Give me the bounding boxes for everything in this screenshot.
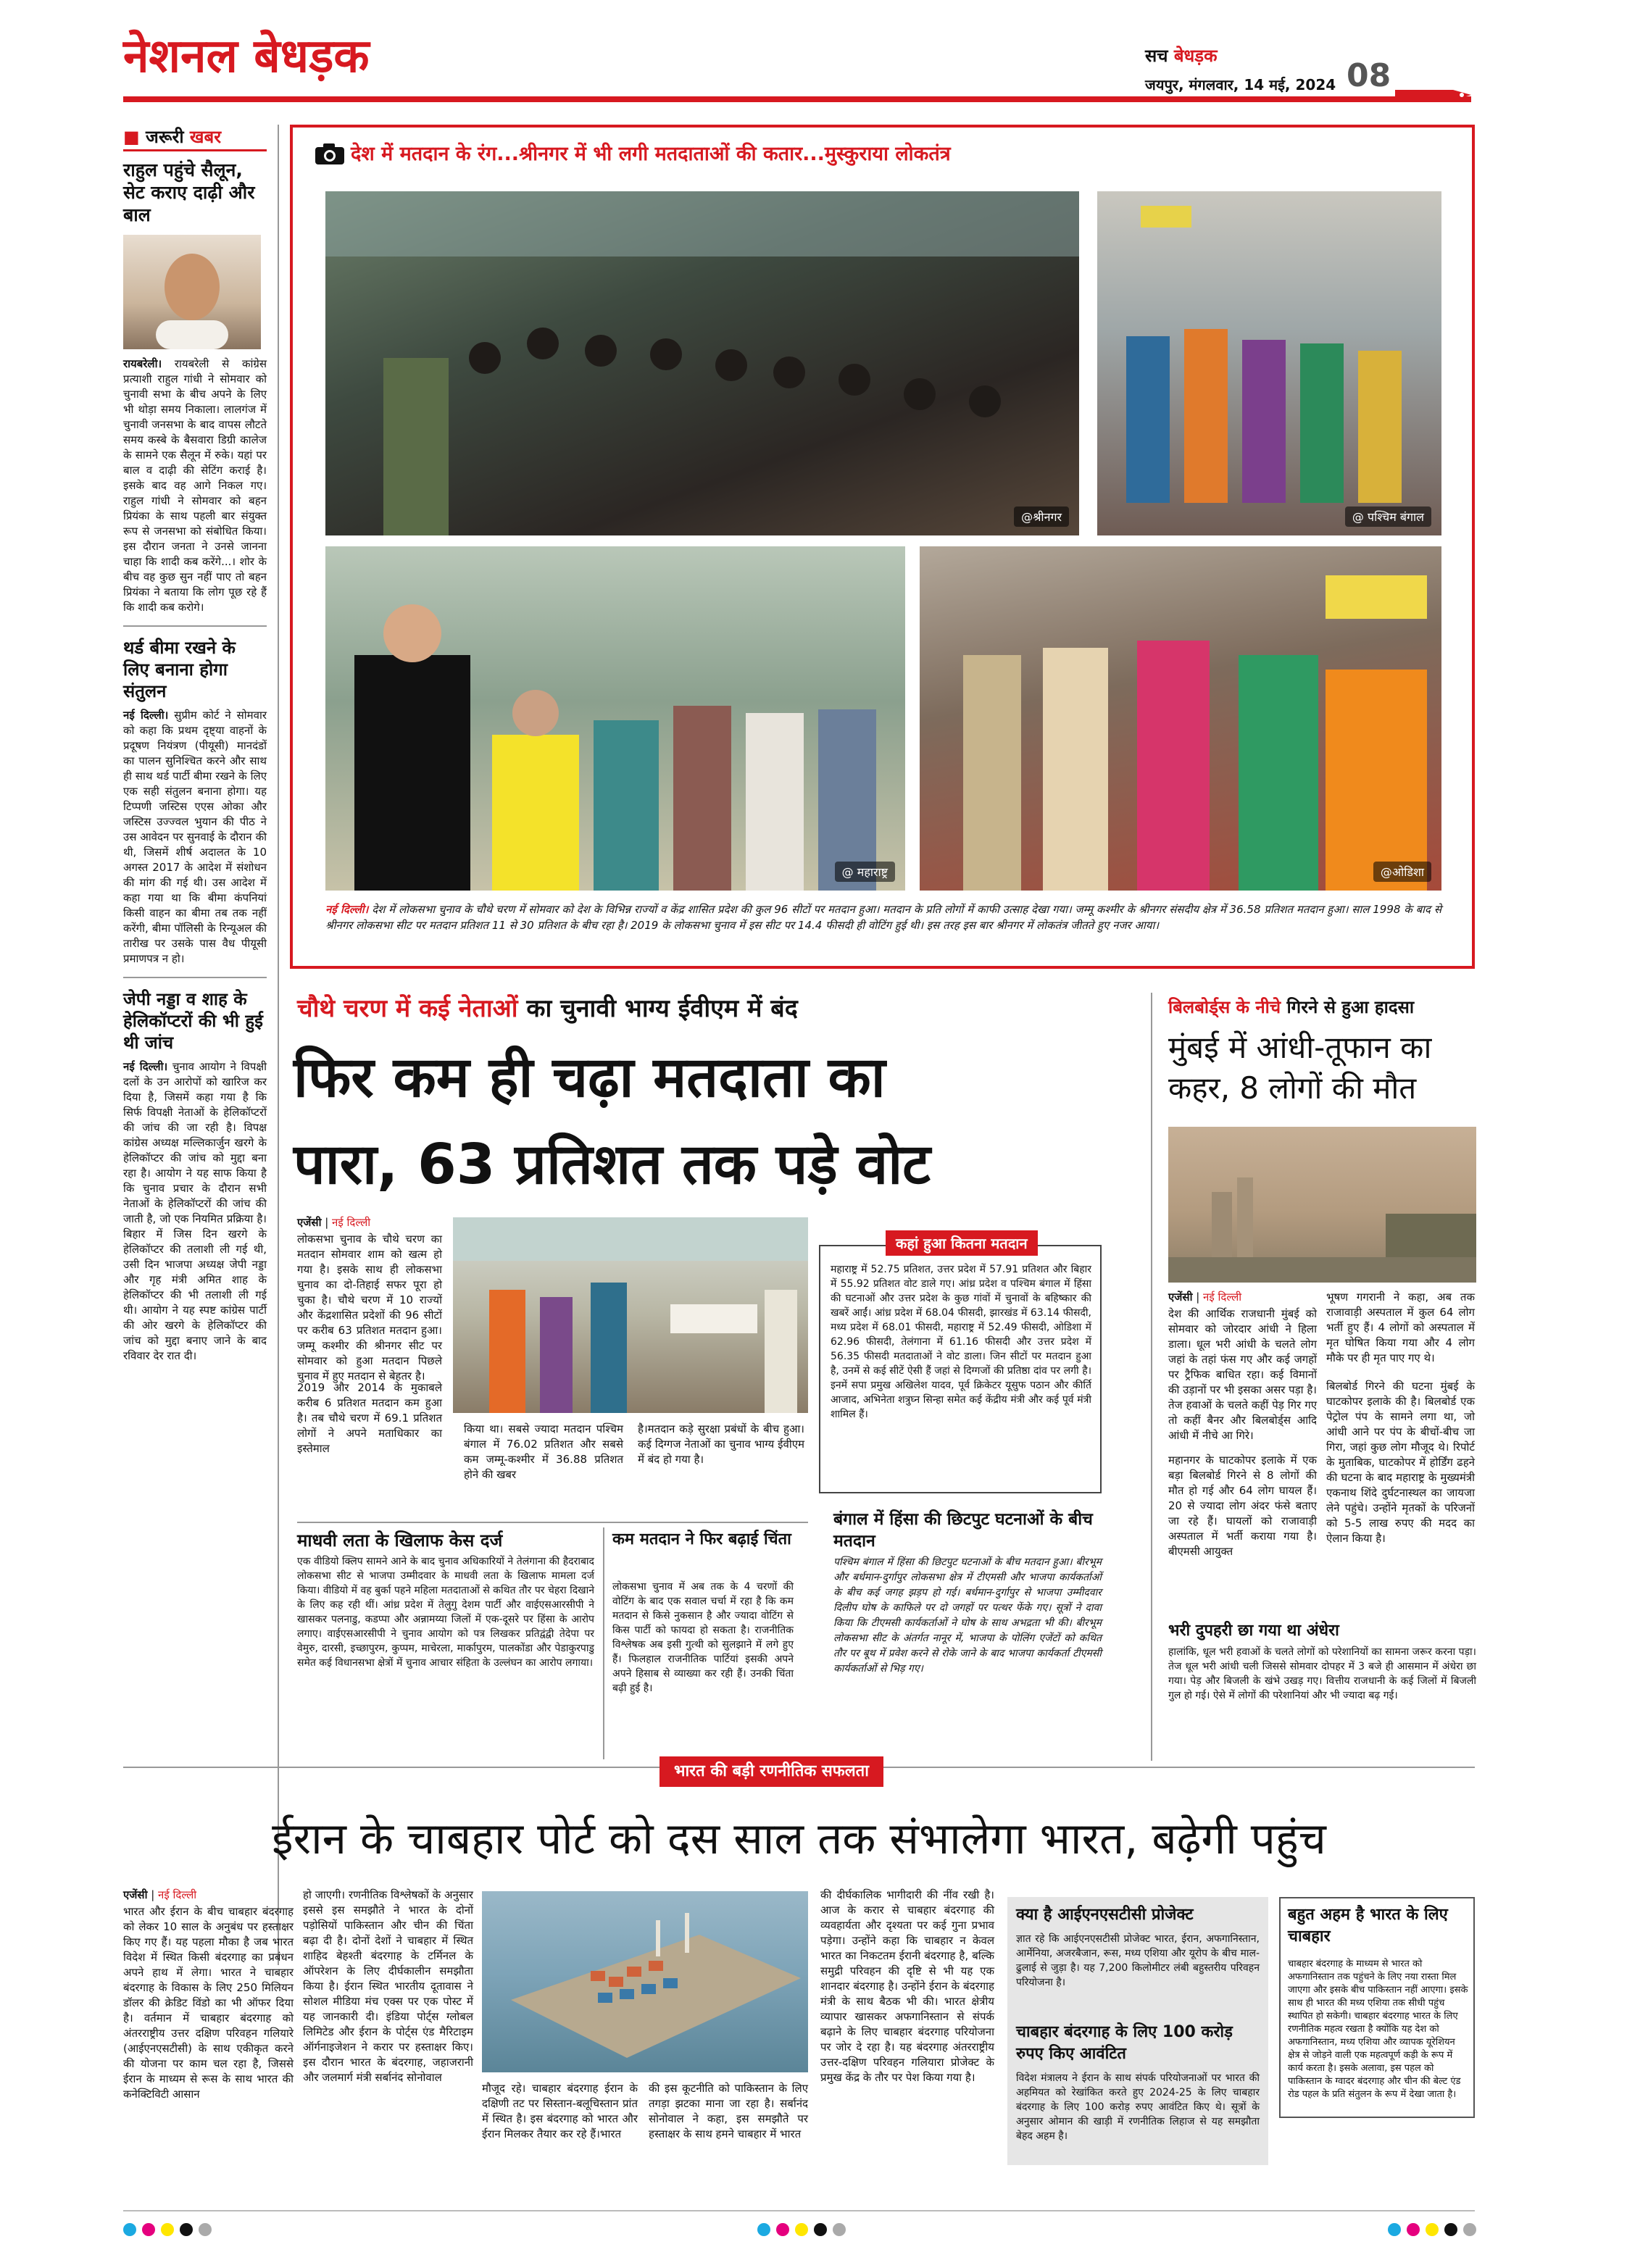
- tag-maharashtra: @ महाराष्ट्र: [835, 862, 895, 882]
- bengal-body: पश्चिम बंगाल में हिंसा की छिटपुट घटनाओं के बीच मतदान हुआ। बीरभूम और बर्धमान-दुर्गापुर लोकसभा क्षेत्र में टीएमसी और भाजपा कार्यकर्ताओं के बीच कई जगह झड़प हो गई। बर्धमान-दुर्गापुर से भाजपा उम्मीदवार दिलीप घोष के काफिले पर दो जगहों पर पत्थर फेंके गए। सूत्रों ने दावा किया कि टीएमसी कार्यकर्ताओं ने घोष के साथ अभद्रता भी की। बीरभूम लोकसभा सीट के अंतर्गत नानूर में, भाजपा के पोलिंग एजेंटों को कथित तौर पर बूथ में प्रवेश करने से रोके जाने के बाद भाजपा कार्यकर्ता टीएमसी कार्यकर्ताओं से भिड़ गए।: [833, 1556, 1102, 1675]
- insc-box: [1007, 1897, 1268, 2165]
- mumbai-col1b: महानगर के घाटकोपर इलाके में एक बड़ा बिलबोर्ड गिरने से 8 लोगों की मौत हो गई और 64 लोग घायल हैं। 20 से ज्यादा लोग अंदर फंसे बताए जा रहे हैं। घायलों को राजावाड़ी अस्पताल में भर्ती कराया गया है। बीएमसी आयुक्त: [1168, 1454, 1317, 1558]
- dateline: जयपुर, मंगलवार, 14 मई, 2024: [1145, 76, 1336, 93]
- section-label-b: खबर: [189, 127, 222, 147]
- photo-srinagar: [325, 191, 1079, 535]
- brand-right: बेधड़क: [1173, 46, 1218, 66]
- photo-odisha: [920, 546, 1441, 891]
- chabahar-photo-caption-b: की इस कूटनीति को पाकिस्तान के लिए तगड़ा झटका माना जा रहा है। सर्बानंद सोनोवाल ने कहा, इस समझौते पर हस्ताक्षर के साथ हमने चाबहार में भारत: [649, 2082, 808, 2140]
- story2-body: [123, 708, 267, 967]
- kicker-rest: का चुनावी भाग्य ईवीएम में बंद: [526, 994, 798, 1023]
- mumbai-col2: भूषण गगरानी ने कहा, अब तक राजावाड़ी अस्पताल में कुल 64 लोग भर्ती हुए हैं। 4 लोगों को अस्पताल में मृत घोषित किया गया और 4 लोग मौके पर ही मृत पाए गए थे।: [1326, 1291, 1475, 1364]
- mumbai-byline: एजेंसी | नई दिल्ली: [1168, 1291, 1242, 1304]
- chabahar-headline: ईरान के चाबहार पोर्ट को दस साल तक संभालेगा भारत, बढ़ेगी पहुंच: [272, 1814, 1326, 1864]
- masthead-title: नेशनल बेधड़क: [123, 30, 370, 83]
- mumbai-storm-photo: [1168, 1127, 1476, 1283]
- chabahar-col3: की दीर्घकालिक भागीदारी की नींव रखी है। आज के करार से चाबहार बंदरगाह की व्यवहार्यता और दृश्यता पर कई गुना प्रभाव पड़ेगा। उन्होंने कहा कि चाबहार न केवल भारत का निकटतम ईरानी बंदरगाह है, बल्कि समुद्री परिवहन की दृष्टि से भी यह एक शानदार बंदरगाह है। उन्होंने ईरान के बंदरगाह मंत्री के साथ बैठक भी की। भारत क्षेत्रीय व्यापार खासकर अफगानिस्तान से संपर्क बढ़ाने के लिए चाबहार बंदरगाह परियोजना पर जोर दे रहा है। यह बंदरगाह अंतरराष्ट्रीय उत्तर-दक्षिण परिवहन गलियारा प्रोजेक्ट के प्रमुख केंद्र के तौर पर पेश किया गया है।: [820, 1888, 994, 2084]
- story1-headline: राहुल पहुंचे सैलून, सेट कराए दाढ़ी और बाल: [123, 159, 255, 225]
- lead-kicker: [297, 993, 798, 1025]
- story1-dateline: रायबरेली।: [123, 357, 162, 370]
- photo-feature: [290, 125, 1475, 969]
- mumbai-col2b: बिलबोर्ड गिरने की घटना मुंबई के घाटकोपर इलाके की है। बिलबोर्ड एक पेट्रोल पंप के सामने लगा था, जो आंधी आने पर पंप के बीचों-बीच जा गिरा, जहां कुछ लोग मौजूद थे। रिपोर्ट के मुताबिक, घाटकोपर में होर्डिंग ढहने की घटना के बाद महाराष्ट्र के मुख्यमंत्री एकनाथ शिंदे दुर्घटनास्थल का जायजा लेने पहुंचे। उन्होंने मृतकों के परिजनों को 5-5 लाख रुपए की मदद का ऐलान किया है।: [1326, 1380, 1475, 1545]
- lead-divider: [297, 1522, 808, 1523]
- chabahar-photo-caption-a: मौजूद रहे। चाबहार बंदरगाह ईरान के दक्षिणी तट पर सिस्तान-बलूचिस्तान प्रांत में स्थित है। इस बंदरगाह को भारत और ईरान मिलकर तैयार कर रहे हैं।भारत: [482, 2082, 638, 2140]
- mumbai-kicker-red: बिलबोर्ड्स के नीचे: [1168, 997, 1281, 1017]
- mumbai-column-rule: [1151, 993, 1152, 1761]
- chabahar-agency: एजेंसी: [123, 1888, 148, 1901]
- sidebar-section-label: ■ जरूरी खबर: [123, 125, 267, 151]
- bottom-rule: [123, 2210, 1475, 2211]
- tag-srinagar: @श्रीनगर: [1014, 506, 1069, 527]
- allocation-head: चाबहार बंदरगाह के लिए 100 करोड़ रुपए किए आवंटित: [1016, 2023, 1233, 2063]
- lead-col1: लोकसभा चुनाव के चौथे चरण का मतदान सोमवार शाम को खत्म हो गया है। इसके साथ ही लोकसभा चुनाव का दो-तिहाई सफर पूरा हो चुका है। चौथे चरण में 10 राज्यों और केंद्रशासित प्रदेशों की 96 सीटों पर करीब 63 प्रतिशत मतदान हुआ। जम्मू कश्मीर की श्रीनगर सीट पर सोमवार को हुआ मतदान पिछले चुनाव में हुए मतदान से बेहतर है।: [297, 1233, 442, 1383]
- registration-marks-right: [1388, 2223, 1475, 2238]
- low-turnout-body: लोकसभा चुनाव में अब तक के 4 चरणों की वोटिंग के बाद एक सवाल चर्चा में रहा है कि कम मतदान से किसे नुकसान है और ज्यादा वोटिंग से किस पार्टी को फायदा हो सकता है। राजनीतिक विश्लेषक अब इसी गुत्थी को सुलझाने में लगे हुए हैं। फिलहाल राजनीतिक पार्टियां इसकी अपने अपने हिसाब से व्याख्या कर रही हैं। उनकी चिंता बढ़ी हुई है।: [612, 1581, 794, 1694]
- story1-text: रायबरेली से कांग्रेस प्रत्याशी राहुल गांधी ने सोमवार को चुनावी सभा के बीच अपने के लिए भी थोड़ा समय निकाला। लालगंज में चुनावी जनसभा के बाद वापस लौटते समय कस्बे के बैसवारा डिग्री कालेज के सामने एक सैलून में रुके। यहां पर बाल व दाढ़ी की सेटिंग कराई है। इसके बाद वह आगे निकल गए। राहुल गांधी ने सोमवार को बहन प्रियंका के साथ पहली बार संयुक्त रूप से जनसभा को संबोधित किया। इस दौरान जनता ने उनसे जानना चाहा कि शादी कब करेंगे...। शोर के बीच वह कुछ सुन नहीं पाए तो बहन प्रियंका ने बताया कि लोग पूछ रहे हैं कि शादी कब करोगे।: [123, 357, 267, 614]
- masthead-brand: [1145, 43, 1218, 67]
- tag-odisha: @ओडिशा: [1373, 862, 1431, 882]
- mumbai-headline: मुंबई में आंधी-तूफान का कहर, 8 लोगों की मौत: [1168, 1030, 1432, 1106]
- registration-marks-left: [123, 2223, 210, 2238]
- story3-body: [123, 1059, 267, 1364]
- mumbai-subhead: भरी दुपहरी छा गया था अंधेरा: [1168, 1622, 1339, 1640]
- lead-col3: है।मतदान कड़े सुरक्षा प्रबंधों के बीच हुआ। कई दिग्गज नेताओं का चुनाव भाग्य ईवीएम में बंद हो गया है।: [638, 1422, 804, 1466]
- madhavi-body: एक वीडियो क्लिप सामने आने के बाद चुनाव अधिकारियों ने तेलंगाना की हैदराबाद लोकसभा सीट से भाजपा उम्मीदवार के माधवी लता के खिलाफ मामला दर्ज किया। वीडियो में वह बुर्का पहने महिला मतदाताओं से कथित तौर पर चेहरा दिखाने के लिए कह रही थीं। आंध्र प्रदेश में तेलुगु देशम पार्टी और वाईएसआरसीपी ने खासकर पलनाडु, कडप्पा और अन्नामय्या जिलों में एक-दूसरे पर हिंसा के आरोप लगाए। वाईएसआरसीपी ने चुनाव आयोग को पत्र लिखकर प्रतिद्वंद्वी तेदेपा पर वेमुरु, दारसी, इच्छापुरम, कुप्पम, माचेरला, मार्कापुरम, पालकोंडा और पेडाकुरपाडु समेत कई विधानसभा क्षेत्रों में चुनाव आचार संहिता के उल्लंघन का आरोप लगाया।: [297, 1556, 594, 1669]
- madhavi-head: माधवी लता के खिलाफ केस दर्ज: [297, 1530, 503, 1551]
- chabahar-kicker: भारत की बड़ी रणनीतिक सफलता: [659, 1756, 883, 1787]
- lead-byline: एजेंसी | नई दिल्ली: [297, 1216, 371, 1229]
- chabahar-byline: एजेंसी | नई दिल्ली: [123, 1888, 197, 1901]
- lead-headline-1: फिर कम ही चढ़ा मतदाता का: [294, 1046, 886, 1110]
- mumbai-col1: देश की आर्थिक राजधानी मुंबई को सोमवार को जोरदार आंधी ने हिला डाला। धूल भरी आंधी के चलते लोग जहां के तहां फंस गए और कई जगहों पर ट्रैफिक बाधित रहा। कई विमानों की उड़ानों पर भी इसका असर पड़ा है। तेज हवाओं के चलते कहीं पेड़ गिर गए तो कहीं बैनर और बिलबोर्ड्स आदि आंधी में नीचे आ गिरे।: [1168, 1307, 1317, 1442]
- mumbai-agency: एजेंसी: [1168, 1291, 1193, 1304]
- brand-left: सच: [1145, 46, 1168, 66]
- important-box: [1279, 1897, 1475, 2118]
- turnout-box-title: कहां हुआ कितना मतदान: [886, 1230, 1038, 1256]
- lead-voting-photo: [453, 1217, 808, 1413]
- sidebar: [123, 125, 267, 1958]
- low-turnout-head: कम मतदान ने फिर बढ़ाई चिंता: [612, 1530, 791, 1548]
- sidebar-column-rule: [278, 125, 279, 1965]
- lead-col1b: 2019 और 2014 के मुकाबले करीब 6 प्रतिशत मतदान कम हुआ है। तब चौथे चरण में 69.1 प्रतिशत लोगों ने अपने मताधिकार का इस्तेमाल: [297, 1381, 442, 1455]
- important-box-head: बहुत अहम है भारत के लिए चाबहार: [1288, 1906, 1448, 1946]
- sidebar-divider-2: [123, 977, 267, 978]
- story3-text: चुनाव आयोग ने विपक्षी दलों के उन आरोपों को खारिज कर दिया है, जिसमें कहा गया है कि सिर्फ विपक्षी नेताओं के हेलिकॉप्टरों की जांच की जा रही है। विपक्ष कांग्रेस अध्यक्ष मल्लिकार्जुन खरगे के हेलिकॉप्टर की जांच को मुद्दा बना रहा है। आयोग ने यह साफ किया है कि चुनाव प्रचार के दौरान सभी नेताओं के हेलिकॉप्टरों की जांच की जाती है, जो एक नियमित प्रक्रिया है। बिहार में जिस दिन खरगे के हेलिकॉप्टर की तलाशी ली गई थी, उसी दिन भाजपा अध्यक्ष जेपी नड्डा और गृह मंत्री अमित शाह के हेलिकॉप्टर की भी तलाशी ली गई थी। आयोग ने यह स्पष्ट कांग्रेस पार्टी की ओर खरगे के हेलिकॉप्टर की जांच को मुद्दा बनाए जाने के बाद रविवार देर रात दी।: [123, 1060, 267, 1362]
- insc-box-body: ज्ञात रहे कि आईएनएसटीसी प्रोजेक्ट भारत, ईरान, अफगानिस्तान, आर्मेनिया, अजरबैजान, रूस, मध्य एशिया और यूरोप के बीच माल-ढुलाई से जुड़ा है। यह 7,200 किलोमीटर लंबी बहुस्तरीय परिवहन परियोजना है।: [1016, 1933, 1260, 1988]
- section-label-a: जरूरी: [146, 127, 184, 147]
- mumbai-subbody: हालांकि, धूल भरी हवाओं के चलते लोगों को परेशानियों का सामना जरूर करना पड़ा। तेज धूल भरी आंधी चली जिससे सोमवार दोपहर में 3 बजे ही आसमान में अंधेरा छा गया। पेड़ और बिजली के खंभे उखड़ गए। वित्तीय राजधानी के कई जिलों में बिजली गुल हो गई। ऐसे में लोगों की परेशानियां और भी ज्यादा बढ़ गई।: [1168, 1646, 1476, 1701]
- pen-icon: [1395, 86, 1475, 104]
- photo-west-bengal: [1097, 191, 1441, 535]
- allocation-body: विदेश मंत्रालय ने ईरान के साथ संपर्क परियोजनाओं पर भारत की अहमियत को रेखांकित करते हुए 2024-25 के लिए चाबहार बंदरगाह के लिए 100 करोड़ रुपए आवंटित किए थे। सूत्रों के अनुसार ओमान की खाड़ी में रणनीतिक लिहाज से यह समझौता बेहद अहम है।: [1016, 2072, 1260, 2142]
- masthead-rule: [123, 96, 1471, 102]
- photo-maharashtra: [325, 546, 905, 891]
- lead-inner-rule: [603, 1527, 604, 1759]
- camera-icon: [315, 142, 345, 168]
- story2-dateline: नई दिल्ली।: [123, 709, 169, 722]
- mumbai-kicker-rest: गिरने से हुआ हादसा: [1286, 997, 1415, 1017]
- registration-marks-center: [757, 2223, 844, 2238]
- lead-agency: एजेंसी: [297, 1216, 322, 1229]
- story2-text: सुप्रीम कोर्ट ने सोमवार को कहा कि प्रथम दृष्ट्या वाहनों के प्रदूषण नियंत्रण (पीयूसी) मानदंडों का पालन सुनिश्चित करने और साथ ही साथ थर्ड पार्टी बीमा रखने के लिए एक सही संतुलन बनाना होगा। यह टिप्पणी जस्टिस एएस ओका और जस्टिस उज्ज्वल भुयान की पीठ ने उस आवेदन पर सुनवाई के दौरान की थी, जिसमें शीर्ष अदालत के 10 अगस्त 2017 के आदेश में संशोधन की मांग की गई थी। उस आदेश में कहा गया था कि बीमा कंपनियां किसी वाहन का बीमा तब तक नहीं करेंगी, बीमा पॉलिसी के रिन्यूअल की तारीख पर उसके पास वैध पीयूसी प्रमाणपत्र न हो।: [123, 709, 267, 965]
- caption-text: देश में लोकसभा चुनाव के चौथे चरण में सोमवार को देश के विभिन्न राज्यों व केंद्र शासित प्रदेश की कुल 96 सीटों पर मतदान हुआ। मतदान के प्रति लोगों में काफी उत्साह देखा गया। जम्मू कश्मीर के श्रीनगर संसदीय क्षेत्र में 36.58 प्रतिशत मतदान हुआ। साल 1998 के बाद से श्रीनगर लोकसभा सीट पर मतदान प्रतिशत 11 से 30 प्रतिशत के बीच रहा है। 2019 के लोकसभा चुनाव में इस सीट पर 14.4 फीसदी ही वोटिंग हुई थी। इस तरह इस बार श्रीनगर में लोकतंत्र जीतते हुए नजर आया।: [325, 903, 1441, 932]
- sidebar-divider-1: [123, 625, 267, 627]
- lead-headline-2: पारा, 63 प्रतिशत तक पड़े वोट: [294, 1133, 931, 1197]
- chabahar-city: नई दिल्ली: [158, 1888, 197, 1901]
- turnout-box-body: महाराष्ट्र में 52.75 प्रतिशत, उत्तर प्रदेश में 57.91 प्रतिशत और बिहार में 55.92 प्रतिशत वोट डाले गए। आंध्र प्रदेश व पश्चिम बंगाल में हिंसा की घटनाओं और उत्तर प्रदेश के कुछ गांवों में चुनावों के बहिष्कार की खबरें आईं। आंध्र प्रदेश में 68.04 फीसदी, झारखंड में 63.14 फीसदी, मध्य प्रदेश में 68.01 फीसदी, महाराष्ट्र में 52.49 फीसदी, ओडिशा में 62.96 फीसदी, तेलंगाना में 61.16 फीसदी और उत्तर प्रदेश में 56.35 फीसदी मतदाताओं ने वोट डाला। जिन सीटों पर मतदान हुआ है, उनमें से कई सीटें ऐसी हैं जहां से दिग्गजों की प्रतिष्ठा दांव पर लगी है। इनमें सपा प्रमुख अखिलेश यादव, पूर्व क्रिकेटर यूसुफ पठान और कीर्ति आजाद, अभिनेता शत्रुघ्न सिन्हा समेत कई केंद्रीय मंत्री और कई पूर्व मंत्री शामिल हैं।: [831, 1264, 1091, 1420]
- story3-headline: जेपी नड्डा व शाह के हेलिकॉप्टरों की भी हुई थी जांच: [123, 989, 263, 1053]
- caption-lead: नई दिल्ली।: [325, 903, 369, 916]
- insc-box-head: क्या है आईएनएसटीसी प्रोजेक्ट: [1016, 1906, 1194, 1924]
- chabahar-port-photo: [482, 1891, 808, 2072]
- chabahar-col1: भारत और ईरान के बीच चाबहार बंदरगाह को लेकर 10 साल के अनुबंध पर हस्ताक्षर किए गए हैं। यह पहला मौका है जब भारत विदेश में स्थित किसी बंदरगाह का प्रबंधन अपने हाथ में लेगा। भारत ने चाबहार बंदरगाह के विकास के लिए 250 मिलियन डॉलर की क्रेडिट विंडो का भी ऑफर दिया है। वर्तमान में चाबहार बंदरगाह को अंतरराष्ट्रीय उत्तर दक्षिण परिवहन गलियारे (आईएनएसटीसी) के साथ एकीकृत करने की योजना पर काम चल रहा है, जिससे ईरान के माध्यम से रूस के साथ भारत की कनेक्टिविटी आसान: [123, 1905, 294, 2101]
- important-box-body: चाबहार बंदरगाह के माध्यम से भारत को अफगानिस्तान तक पहुंचने के लिए नया रास्ता मिल जाएगा और इसके बीच पाकिस्तान नहीं आएगा। इसके साथ ही भारत की मध्य एशिया तक सीधी पहुंच स्थापित हो सकेगी। चाबहार बंदरगाह भारत के लिए रणनीतिक महत्व रखता है क्योंकि यह देश को अफगानिस्तान, मध्य एशिया और व्यापक यूरेशियन क्षेत्र से जोड़ने वाली एक महत्वपूर्ण कड़ी के रूप में कार्य करता है। इसके अलावा, इस पहल को पाकिस्तान के ग्वादर बंदरगाह और चीन की बेल्ट एंड रोड पहल के प्रति संतुलन के रूप में देखा जाता है।: [1288, 1959, 1468, 2100]
- story2-headline: थर्ड बीमा रखने के लिए बनाना होगा संतुलन: [123, 638, 236, 701]
- story1-body: [123, 357, 267, 615]
- mumbai-kicker: [1168, 996, 1414, 1019]
- masthead: [0, 0, 1627, 105]
- turnout-box: [819, 1235, 1102, 1493]
- photo-feature-caption: [325, 901, 1441, 933]
- photo-feature-title: देश में मतदान के रंग...श्रीनगर में भी लगी मतदाताओं की कतार...मुस्कुराया लोकतंत्र: [351, 143, 951, 165]
- rahul-photo: [123, 235, 261, 349]
- bengal-head: बंगाल में हिंसा की छिटपुट घटनाओं के बीच मतदान: [833, 1510, 1093, 1551]
- mumbai-city: नई दिल्ली: [1203, 1291, 1242, 1304]
- lead-col2: किया था। सबसे ज्यादा मतदान पश्चिम बंगाल में 76.02 प्रतिशत और सबसे कम जम्मू-कश्मीर में 36.88 प्रतिशत होने की खबर: [464, 1422, 623, 1481]
- kicker-red: चौथे चरण में कई नेताओं: [297, 994, 518, 1023]
- tag-west-bengal: @ पश्चिम बंगाल: [1345, 506, 1431, 527]
- lead-city: नई दिल्ली: [332, 1216, 371, 1229]
- story3-dateline: नई दिल्ली।: [123, 1060, 168, 1073]
- chabahar-col2: हो जाएगी। रणनीतिक विश्लेषकों के अनुसार इससे इस समझौते ने भारत के दोनों पड़ोसियों पाकिस्तान और चीन की चिंता बढ़ा दी है। दोनों देशों ने चाबहार में स्थित शाहिद बेहश्ती बंदरगाह के टर्मिनल के ऑपरेशन के लिए दीर्घकालीन समझौता किया है। ईरान स्थित भारतीय दूतावास ने सोशल मीडिया मंच एक्स पर एक पोस्ट में यह जानकारी दी। इंडिया पोर्ट्स ग्लोबल लिमिटेड और ईरान के पोर्ट्स एंड मैरिटाइम ऑर्गनाइजेशन ने करार पर हस्ताक्षर किए। इस दौरान भारत के बंदरगाह, जहाजरानी और जलमार्ग मंत्री सर्बानंद सोनोवाल: [303, 1888, 473, 2084]
- page-number: 08: [1347, 57, 1391, 94]
